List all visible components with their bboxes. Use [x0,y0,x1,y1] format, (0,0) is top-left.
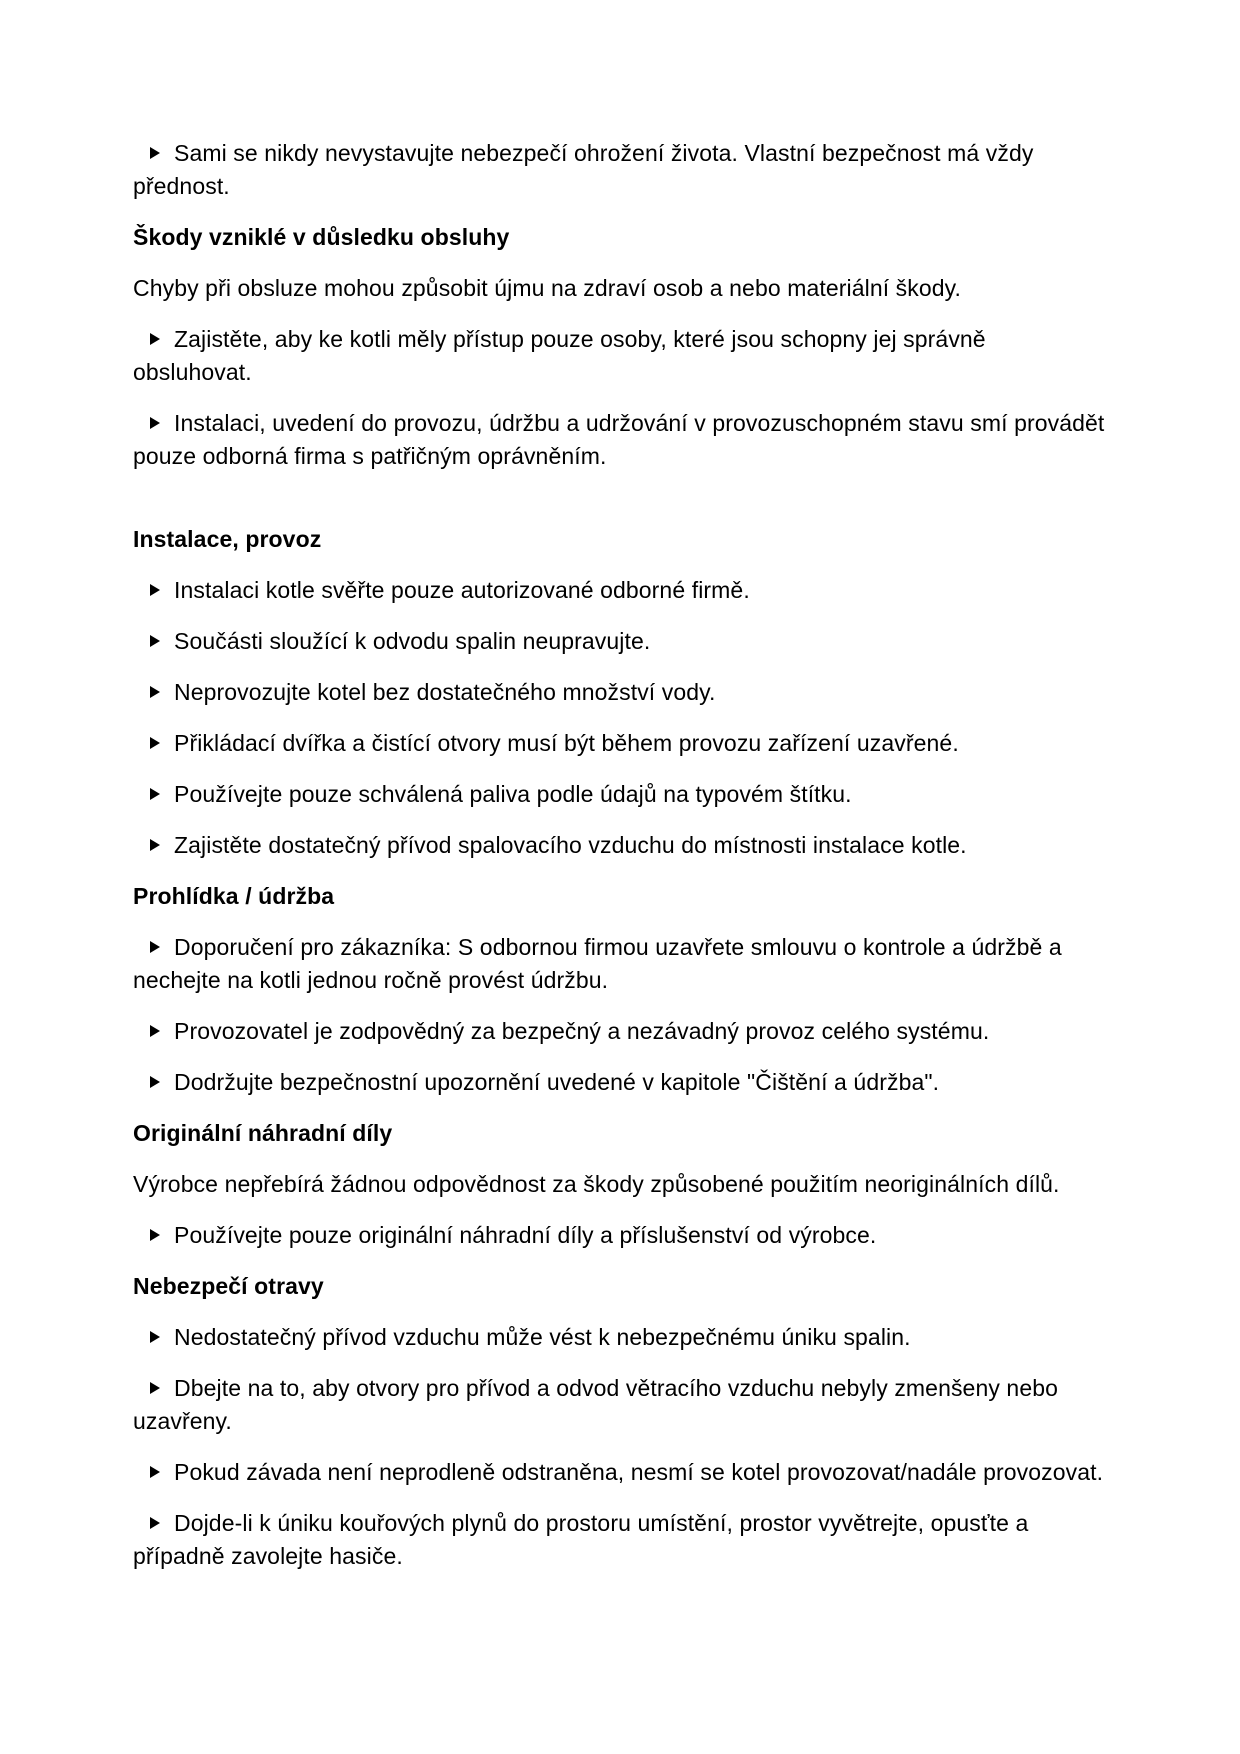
bullet-item-text: Sami se nikdy nevystavujte nebezpečí ohrožení života. Vlastní bezpečnost má vždy přednost. [133,140,1034,199]
triangle-bullet-icon [150,788,160,800]
triangle-bullet-icon [150,1025,160,1037]
section-heading: Originální náhradní díly [133,1120,393,1146]
section-heading: Prohlídka / údržba [133,883,335,909]
bullet-item-text: Používejte pouze schválená paliva podle údajů na typovém štítku. [174,781,852,807]
bullet-item [133,931,1110,997]
bullet-item-text: Dojde-li k úniku kouřových plynů do prostoru umístění, prostor vyvětrejte, opusťte a případně zavolejte hasiče. [133,1510,1029,1569]
bullet-item [133,676,1110,709]
triangle-bullet-icon [150,1229,160,1241]
bullet-item-text: Nedostatečný přívod vzduchu může vést k nebezpečnému úniku spalin. [174,1324,911,1350]
bullet-item [133,625,1110,658]
bullet-item-text: Přikládací dvířka a čistící otvory musí být během provozu zařízení uzavřené. [174,730,959,756]
triangle-bullet-icon [150,1466,160,1478]
bullet-item-text: Součásti sloužící k odvodu spalin neupravujte. [174,628,651,654]
section-heading: Nebezpečí otravy [133,1273,324,1299]
triangle-bullet-icon [150,1517,160,1529]
bullet-item [133,1456,1110,1489]
document-content [133,137,1110,1573]
triangle-bullet-icon [150,147,160,159]
bullet-item-text: Dbejte na to, aby otvory pro přívod a odvod větracího vzduchu nebyly zmenšeny nebo uzavřeny. [133,1375,1058,1434]
triangle-bullet-icon [150,839,160,851]
bullet-item [133,829,1110,862]
bullet-item-text: Neprovozujte kotel bez dostatečného množství vody. [174,679,716,705]
bullet-item [133,1507,1110,1573]
triangle-bullet-icon [150,941,160,953]
bullet-item-text: Zajistěte, aby ke kotli měly přístup pouze osoby, které jsou schopny jej správně obsluhovat. [133,326,986,385]
bullet-item [133,1372,1110,1438]
bullet-item [133,137,1110,203]
bullet-item [133,323,1110,389]
bullet-item [133,407,1110,473]
bullet-item [133,1015,1110,1048]
triangle-bullet-icon [150,635,160,647]
bullet-item [133,778,1110,811]
bullet-item-text: Doporučení pro zákazníka: S odbornou firmou uzavřete smlouvu o kontrole a údržbě a nechejte na kotli jednou ročně provést údržbu. [133,934,1062,993]
triangle-bullet-icon [150,1331,160,1343]
bullet-item [133,574,1110,607]
bullet-item [133,1321,1110,1354]
bullet-item-text: Používejte pouze originální náhradní díly a příslušenství od výrobce. [174,1222,877,1248]
bullet-item [133,727,1110,760]
section-heading: Instalace, provoz [133,526,322,552]
triangle-bullet-icon [150,417,160,429]
triangle-bullet-icon [150,333,160,345]
section-heading: Škody vzniklé v důsledku obsluhy [133,224,510,250]
bullet-item-text: Instalaci kotle svěřte pouze autorizované odborné firmě. [174,577,750,603]
paragraph: Chyby při obsluze mohou způsobit újmu na zdraví osob a nebo materiální škody. [133,275,962,301]
triangle-bullet-icon [150,1076,160,1088]
bullet-item [133,1066,1110,1099]
bullet-item-text: Zajistěte dostatečný přívod spalovacího vzduchu do místnosti instalace kotle. [174,832,967,858]
triangle-bullet-icon [150,584,160,596]
bullet-item-text: Dodržujte bezpečnostní upozornění uvedené v kapitole "Čištění a údržba". [174,1069,940,1095]
bullet-item [133,1219,1110,1252]
bullet-item-text: Instalaci, uvedení do provozu, údržbu a udržování v provozuschopném stavu smí provádět pouze odborná firma s patřičným oprávněním. [133,410,1105,469]
paragraph: Výrobce nepřebírá žádnou odpovědnost za škody způsobené použitím neoriginálních dílů. [133,1171,1060,1197]
triangle-bullet-icon [150,737,160,749]
triangle-bullet-icon [150,686,160,698]
triangle-bullet-icon [150,1382,160,1394]
bullet-item-text: Pokud závada není neprodleně odstraněna, nesmí se kotel provozovat/nadále provozovat. [174,1459,1104,1485]
bullet-item-text: Provozovatel je zodpovědný za bezpečný a nezávadný provoz celého systému. [174,1018,990,1044]
